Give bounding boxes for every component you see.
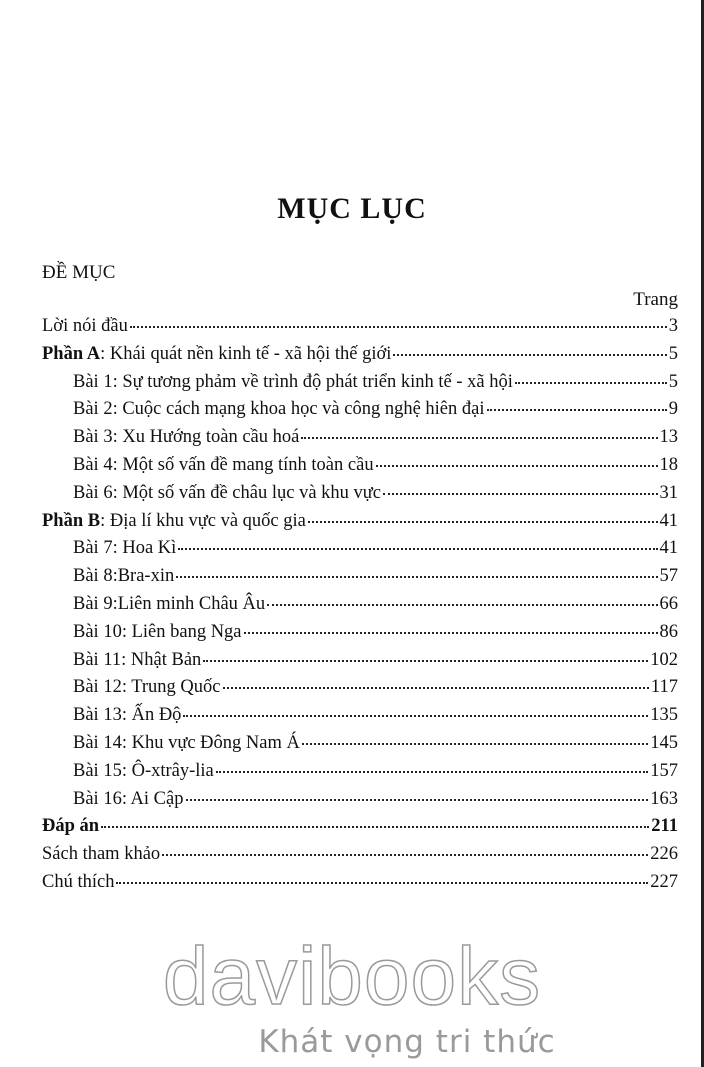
toc-entry-text: : Khái quát nền kinh tế - xã hội thế giới: [100, 343, 392, 364]
toc-entry-label: [73, 594, 265, 615]
dot-leader: [203, 660, 648, 662]
toc-page-number: 157: [650, 760, 678, 781]
dot-leader: [162, 854, 648, 856]
toc-entry-label: [73, 677, 221, 698]
toc-entry-text: Bài 9:Liên minh Châu Âu: [73, 593, 266, 614]
toc-entry-text: Lời nói đầu: [42, 316, 128, 336]
dot-leader: [101, 826, 649, 828]
toc-entry: [42, 566, 678, 594]
toc-page-number: 227: [650, 871, 678, 892]
dot-leader: [301, 437, 657, 439]
toc-entry: [42, 622, 678, 650]
toc-entry-text: Bài 4: Một số vấn đề mang tính toàn cầu: [73, 454, 374, 475]
page-title: MỤC LỤC: [277, 192, 427, 225]
dot-leader: [223, 687, 649, 689]
toc-entry-text: Đáp án: [42, 816, 100, 837]
toc-page-number: 86: [659, 621, 678, 642]
toc-page-number: 226: [650, 844, 678, 865]
toc-entry: [42, 844, 678, 872]
toc-entry: [42, 372, 678, 400]
toc-page-number: 41: [659, 538, 678, 559]
toc-entry: [42, 594, 678, 622]
toc-page-number: 163: [650, 788, 678, 809]
toc-entry-label: [73, 733, 300, 754]
toc-entry-text: Bài 7: Hoa Kì: [73, 538, 177, 559]
toc-entry-label: [42, 844, 160, 865]
toc-entry: [42, 789, 678, 817]
toc-entry: [42, 427, 678, 455]
toc-page-number: 135: [650, 705, 678, 726]
toc-page-number: 66: [659, 593, 678, 614]
toc-entry: [42, 344, 678, 372]
toc-entry: [42, 483, 678, 511]
toc-entry-label: [42, 316, 128, 337]
toc-entry-label: [73, 650, 201, 671]
toc-page-number: 117: [650, 677, 678, 698]
toc-entry-text: Bài 6: Một số vấn đề châu lục và khu vực: [73, 482, 382, 503]
toc-entry-text: Bài 14: Khu vực Đông Nam Á: [73, 732, 300, 753]
toc-page-number: 9: [668, 399, 678, 420]
toc-entry: [42, 761, 678, 789]
dot-leader: [308, 521, 658, 523]
toc-entry-text: Sách tham khảo: [42, 844, 161, 865]
toc-entry-label: [73, 761, 214, 782]
dot-leader: [216, 771, 648, 773]
toc-entry: [42, 511, 678, 539]
toc-entry-text: Bài 16: Ai Cập: [73, 788, 184, 809]
toc-entry-text: Bài 11: Nhật Bản: [73, 649, 202, 670]
section-heading: ĐỀ MỤC: [42, 262, 116, 283]
dot-leader: [393, 354, 666, 356]
toc-part-prefix: Phần A: [42, 343, 101, 364]
toc-entry: [42, 538, 678, 566]
toc-page-number: 102: [650, 649, 678, 670]
toc-page-number: 5: [668, 343, 678, 364]
watermark-slogan: Khát vọng tri thức: [258, 1024, 556, 1060]
toc-page-number: 41: [659, 510, 678, 531]
toc-entry-text: Bài 15: Ô-xtrây-lia: [73, 760, 214, 781]
toc-entry-label: [73, 622, 242, 643]
toc-entry-label: [73, 705, 181, 726]
toc-entry: [42, 705, 678, 733]
table-of-contents: [42, 316, 678, 900]
toc-entry: [42, 816, 678, 844]
toc-entry-text: Bài 2: Cuộc cách mạng khoa học và công nghệ hiên đại: [73, 399, 485, 420]
toc-entry-label: [42, 511, 306, 532]
toc-entry-text: Bài 3: Xu Hướng toàn cầu hoá: [73, 427, 300, 448]
toc-entry-label: [42, 344, 391, 365]
toc-page-number: 5: [668, 371, 678, 392]
toc-entry-text: Bài 13: Ấn Độ: [73, 705, 182, 726]
toc-page-number: 211: [651, 816, 678, 837]
toc-entry: [42, 733, 678, 761]
toc-entry-text: Bài 8:Bra-xin: [73, 566, 175, 587]
toc-entry-label: [73, 789, 184, 810]
dot-leader: [183, 715, 648, 717]
toc-entry: [42, 399, 678, 427]
toc-page-number: 13: [659, 427, 678, 448]
dot-leader: [302, 743, 648, 745]
toc-entry: [42, 872, 678, 900]
toc-entry-label: [73, 372, 513, 393]
toc-page-number: 57: [659, 566, 678, 587]
dot-leader: [487, 409, 667, 411]
toc-entry-label: [73, 566, 174, 587]
dot-leader: [186, 799, 649, 801]
toc-entry-label: [73, 538, 176, 559]
dot-leader: [130, 326, 667, 328]
dot-leader: [267, 604, 657, 606]
toc-entry-text: Bài 1: Sự tương phảm về trình độ phát triển kinh tế - xã hội: [73, 371, 513, 392]
toc-entry-label: [42, 816, 99, 837]
toc-entry-label: [42, 872, 114, 893]
dot-leader: [176, 576, 657, 578]
toc-entry: [42, 455, 678, 483]
toc-entry-label: [73, 427, 299, 448]
watermark-brand: davibooks: [162, 931, 542, 1022]
dot-leader: [376, 465, 658, 467]
dot-leader: [515, 382, 667, 384]
toc-entry-label: [73, 399, 485, 420]
toc-page-number: 31: [659, 482, 678, 503]
dot-leader: [383, 493, 657, 495]
toc-entry-text: : Địa lí khu vực và quốc gia: [100, 510, 306, 531]
page-column-label: Trang: [633, 289, 678, 310]
dot-leader: [116, 882, 648, 884]
toc-page-number: 18: [659, 454, 678, 475]
toc-entry-text: Bài 10: Liên bang Nga: [73, 621, 242, 642]
dot-leader: [244, 632, 658, 634]
toc-entry: [42, 650, 678, 678]
toc-entry-label: [73, 455, 374, 476]
toc-entry: [42, 677, 678, 705]
toc-page-number: 3: [668, 316, 678, 336]
toc-page-number: 145: [650, 732, 678, 753]
toc-entry-text: Chú thích: [42, 871, 115, 892]
toc-entry-label: [73, 483, 381, 504]
toc-entry-text: Bài 12: Trung Quốc: [73, 677, 221, 698]
toc-entry: [42, 316, 678, 344]
toc-part-prefix: Phần B: [42, 510, 101, 531]
dot-leader: [178, 548, 657, 550]
